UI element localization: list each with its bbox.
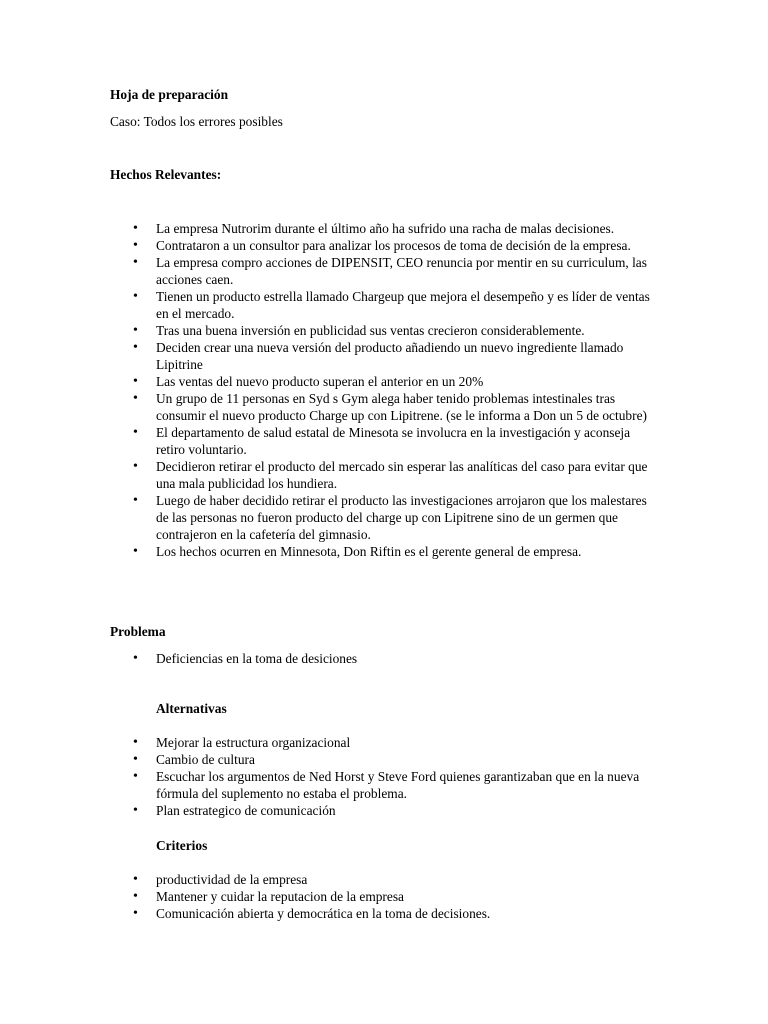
list-item: • Contrataron a un consultor para analizar los procesos de toma de decisión de la empresa. bbox=[110, 237, 662, 254]
hechos-heading: Hechos Relevantes: bbox=[110, 167, 222, 182]
problema-list bbox=[110, 650, 662, 667]
list-item: • Escuchar los argumentos de Ned Horst y Steve Ford quienes garantizaban que en la nueva fórmula del suplemento no estaba el problema. bbox=[110, 768, 662, 802]
list-item: • Decidieron retirar el producto del mercado sin esperar las analíticas del caso para evitar que una mala publicidad los hundiera. bbox=[110, 458, 662, 492]
list-item: • productividad de la empresa bbox=[110, 871, 662, 888]
list-item: • Los hechos ocurren en Minnesota, Don Riftin es el gerente general de empresa. bbox=[110, 543, 662, 560]
list-item: • Un grupo de 11 personas en Syd s Gym alega haber tenido problemas intestinales tras consumir el nuevo producto Charge up con Lipitrene. (se le informa a Don un 5 de octubre) bbox=[110, 390, 662, 424]
criterios-heading: Criterios bbox=[156, 838, 208, 853]
list-item: • Deciden crear una nueva versión del producto añadiendo un nuevo ingrediente llamado Lipitrine bbox=[110, 339, 662, 373]
hechos-list bbox=[110, 220, 662, 560]
list-item: • Plan estrategico de comunicación bbox=[110, 802, 662, 819]
list-item: • Luego de haber decidido retirar el producto las investigaciones arrojaron que los malestares de las personas no fueron producto del charge up con Lipitrene sino de un germen que contrajeron en la cafetería del gimnasio. bbox=[110, 492, 662, 543]
alternativas-list bbox=[110, 734, 662, 819]
list-item: • Deficiencias en la toma de desiciones bbox=[110, 650, 662, 667]
list-item: • La empresa Nutrorim durante el último año ha sufrido una racha de malas decisiones. bbox=[110, 220, 662, 237]
list-item: • Comunicación abierta y democrática en la toma de decisiones. bbox=[110, 905, 662, 922]
list-item: • Las ventas del nuevo producto superan el anterior en un 20% bbox=[110, 373, 662, 390]
list-item: • La empresa compro acciones de DIPENSIT, CEO renuncia por mentir en su curriculum, las acciones caen. bbox=[110, 254, 662, 288]
list-item: • Tras una buena inversión en publicidad sus ventas crecieron considerablemente. bbox=[110, 322, 662, 339]
list-item: • El departamento de salud estatal de Minesota se involucra en la investigación y aconseja retiro voluntario. bbox=[110, 424, 662, 458]
alternativas-heading: Alternativas bbox=[156, 701, 227, 716]
list-item: • Tienen un producto estrella llamado Chargeup que mejora el desempeño y es líder de ventas en el mercado. bbox=[110, 288, 662, 322]
criterios-list bbox=[110, 871, 662, 922]
page-title: Hoja de preparación bbox=[110, 87, 229, 102]
list-item: • Cambio de cultura bbox=[110, 751, 662, 768]
list-item: • Mantener y cuidar la reputacion de la empresa bbox=[110, 888, 662, 905]
list-item: • Mejorar la estructura organizacional bbox=[110, 734, 662, 751]
case-line: Caso: Todos los errores posibles bbox=[110, 114, 283, 129]
problema-heading: Problema bbox=[110, 624, 166, 639]
